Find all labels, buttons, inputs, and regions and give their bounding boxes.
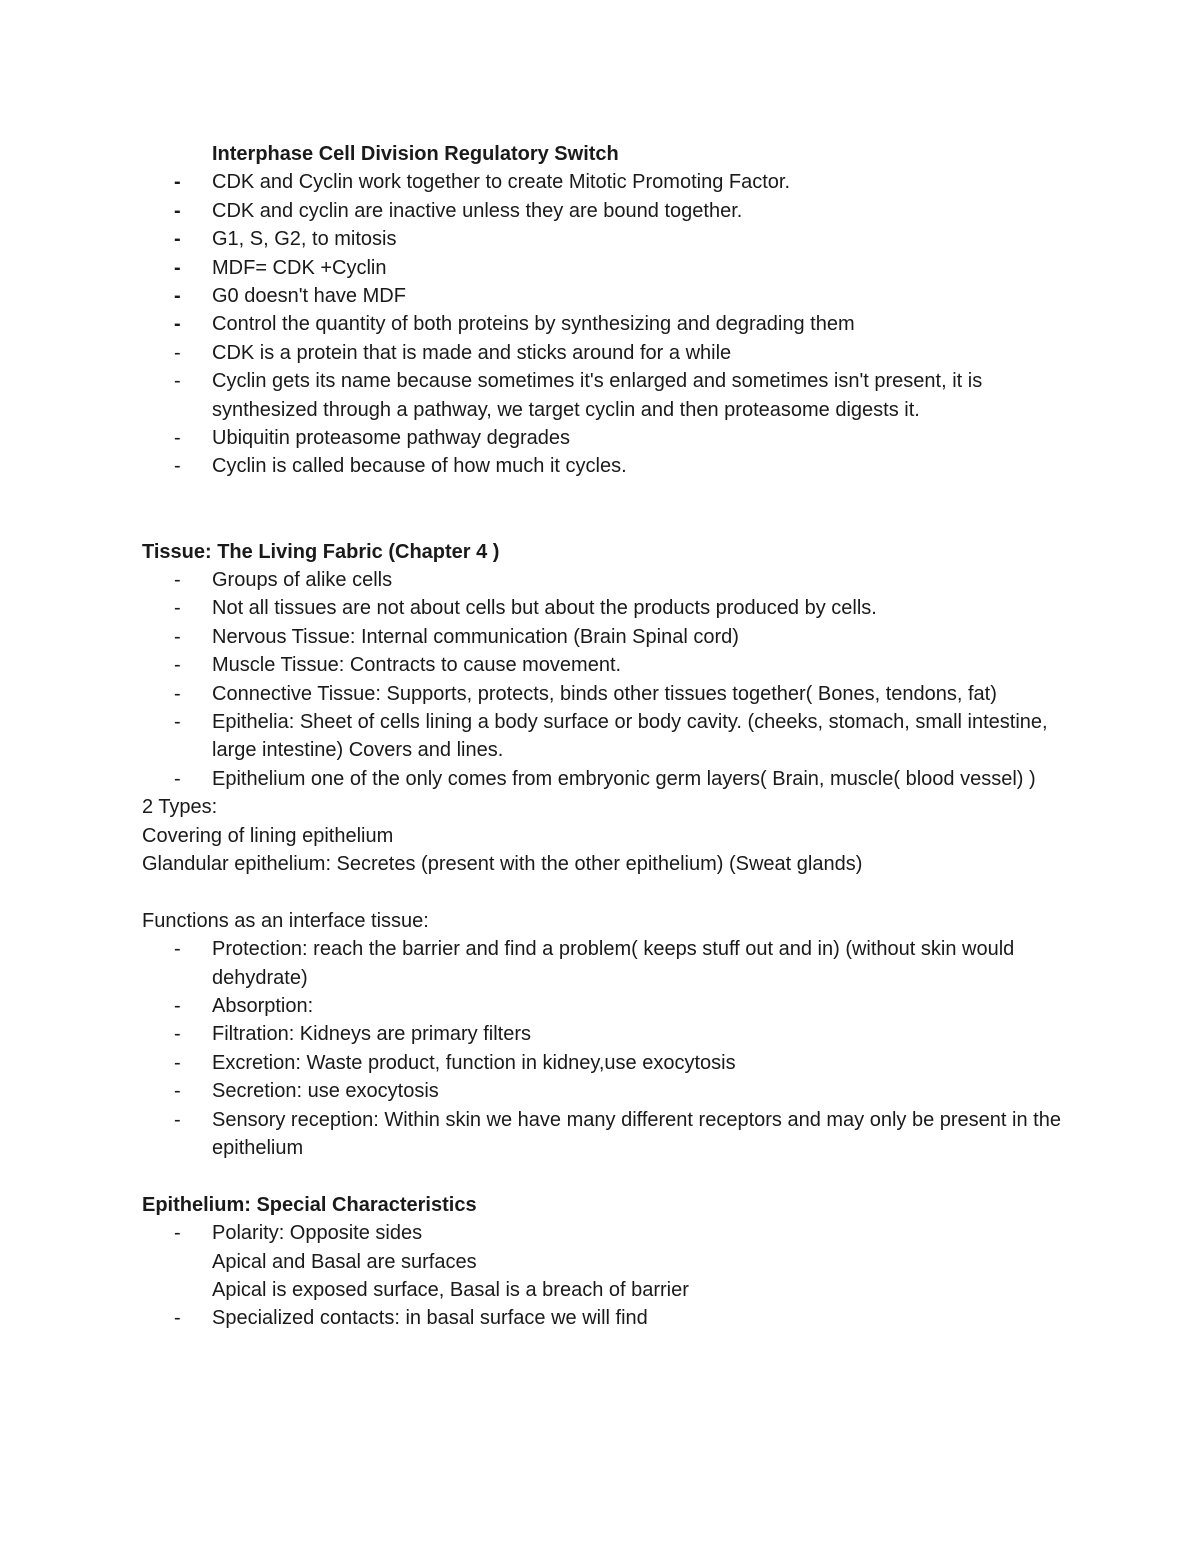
type-glandular: Glandular epithelium: Secretes (present with the other epithelium) (Sweat glands) (142, 853, 863, 876)
list-item: - MDF= CDK +Cyclin (142, 254, 1062, 282)
bullet-dash: - (174, 1307, 181, 1330)
list-item-continuation: Apical is exposed surface, Basal is a breach of barrier (212, 1279, 689, 1302)
bullet-dash: - (174, 569, 181, 592)
list-item: - Secretion: use exocytosis (142, 1077, 1062, 1105)
list-item: - Connective Tissue: Supports, protects, binds other tissues together( Bones, tendons, fat) (142, 680, 1062, 708)
list-item: - Epithelia: Sheet of cells lining a body surface or body cavity. (cheeks, stomach, small intestine, large intestine) Covers and lines. (142, 708, 1062, 765)
list-item: - Protection: reach the barrier and find a problem( keeps stuff out and in) (without skin would dehydrate) (142, 935, 1062, 992)
bullet-dash: - (174, 1108, 181, 1131)
bullet-dash: - (174, 711, 181, 734)
bullet-dash: - (174, 995, 181, 1018)
type-covering: Covering of lining epithelium (142, 824, 394, 847)
list-item: - G0 doesn't have MDF (142, 282, 1062, 310)
bullet-dash: - (174, 625, 181, 648)
list-item: - Groups of alike cells (142, 566, 1062, 594)
bullet-dash: - (174, 313, 181, 336)
bullet-dash: - (174, 171, 181, 194)
list-item: - Filtration: Kidneys are primary filters (142, 1020, 1062, 1048)
bullet-dash: - (174, 654, 181, 677)
section-heading-epithelium: Epithelium: Special Characteristics (142, 1193, 477, 1216)
bullet-dash: - (174, 228, 181, 251)
list-item: - Muscle Tissue: Contracts to cause movement. (142, 651, 1062, 679)
bullet-dash: - (174, 1051, 181, 1074)
list-item: - Not all tissues are not about cells but about the products produced by cells. (142, 594, 1062, 622)
section-heading-tissue: Tissue: The Living Fabric (Chapter 4 ) (142, 540, 500, 563)
list-item: - Ubiquitin proteasome pathway degrades (142, 424, 1062, 452)
list-item: - G1, S, G2, to mitosis (142, 225, 1062, 253)
list-item-continuation: Apical and Basal are surfaces (212, 1250, 477, 1273)
bullet-dash: - (174, 938, 181, 961)
bullet-dash: - (174, 427, 181, 450)
list-item: - Cyclin is called because of how much it cycles. (142, 452, 1062, 480)
section-heading-interphase: Interphase Cell Division Regulatory Switch (212, 143, 619, 165)
list-item: - Control the quantity of both proteins by synthesizing and degrading them (142, 310, 1062, 338)
list-item: - Nervous Tissue: Internal communication (Brain Spinal cord) (142, 623, 1062, 651)
list-item: - CDK is a protein that is made and sticks around for a while (142, 339, 1062, 367)
bullet-dash: - (174, 682, 181, 705)
bullet-dash: - (174, 1080, 181, 1103)
list-item: - Polarity: Opposite sides (142, 1219, 1062, 1247)
bullet-dash: - (174, 1222, 181, 1245)
list-item: - Excretion: Waste product, function in kidney,use exocytosis (142, 1049, 1062, 1077)
list-item: - Cyclin gets its name because sometimes it's enlarged and sometimes isn't present, it is synthesized through a pathway, we target cyclin and then proteasome digests it. (142, 367, 1062, 424)
list-item: - Epithelium one of the only comes from embryonic germ layers( Brain, muscle( blood vessel) ) (142, 765, 1062, 793)
bullet-dash: - (174, 370, 181, 393)
types-label: 2 Types: (142, 796, 218, 819)
bullet-dash: - (174, 256, 181, 279)
list-item: - Specialized contacts: in basal surface we will find (142, 1304, 1062, 1332)
bullet-dash: - (174, 285, 181, 308)
bullet-dash: - (174, 1023, 181, 1046)
bullet-dash: - (174, 199, 181, 222)
bullet-dash: - (174, 455, 181, 478)
list-item: - Absorption: (142, 992, 1062, 1020)
list-item: - CDK and cyclin are inactive unless they are bound together. (142, 197, 1062, 225)
list-item: - CDK and Cyclin work together to create Mitotic Promoting Factor. (142, 168, 1062, 196)
bullet-dash: - (174, 341, 181, 364)
document-page (142, 140, 1062, 1333)
bullet-dash: - (174, 767, 181, 790)
functions-intro: Functions as an interface tissue: (142, 909, 429, 932)
bullet-dash: - (174, 597, 181, 620)
list-item: - Sensory reception: Within skin we have many different receptors and may only be present in the epithelium (142, 1106, 1062, 1163)
